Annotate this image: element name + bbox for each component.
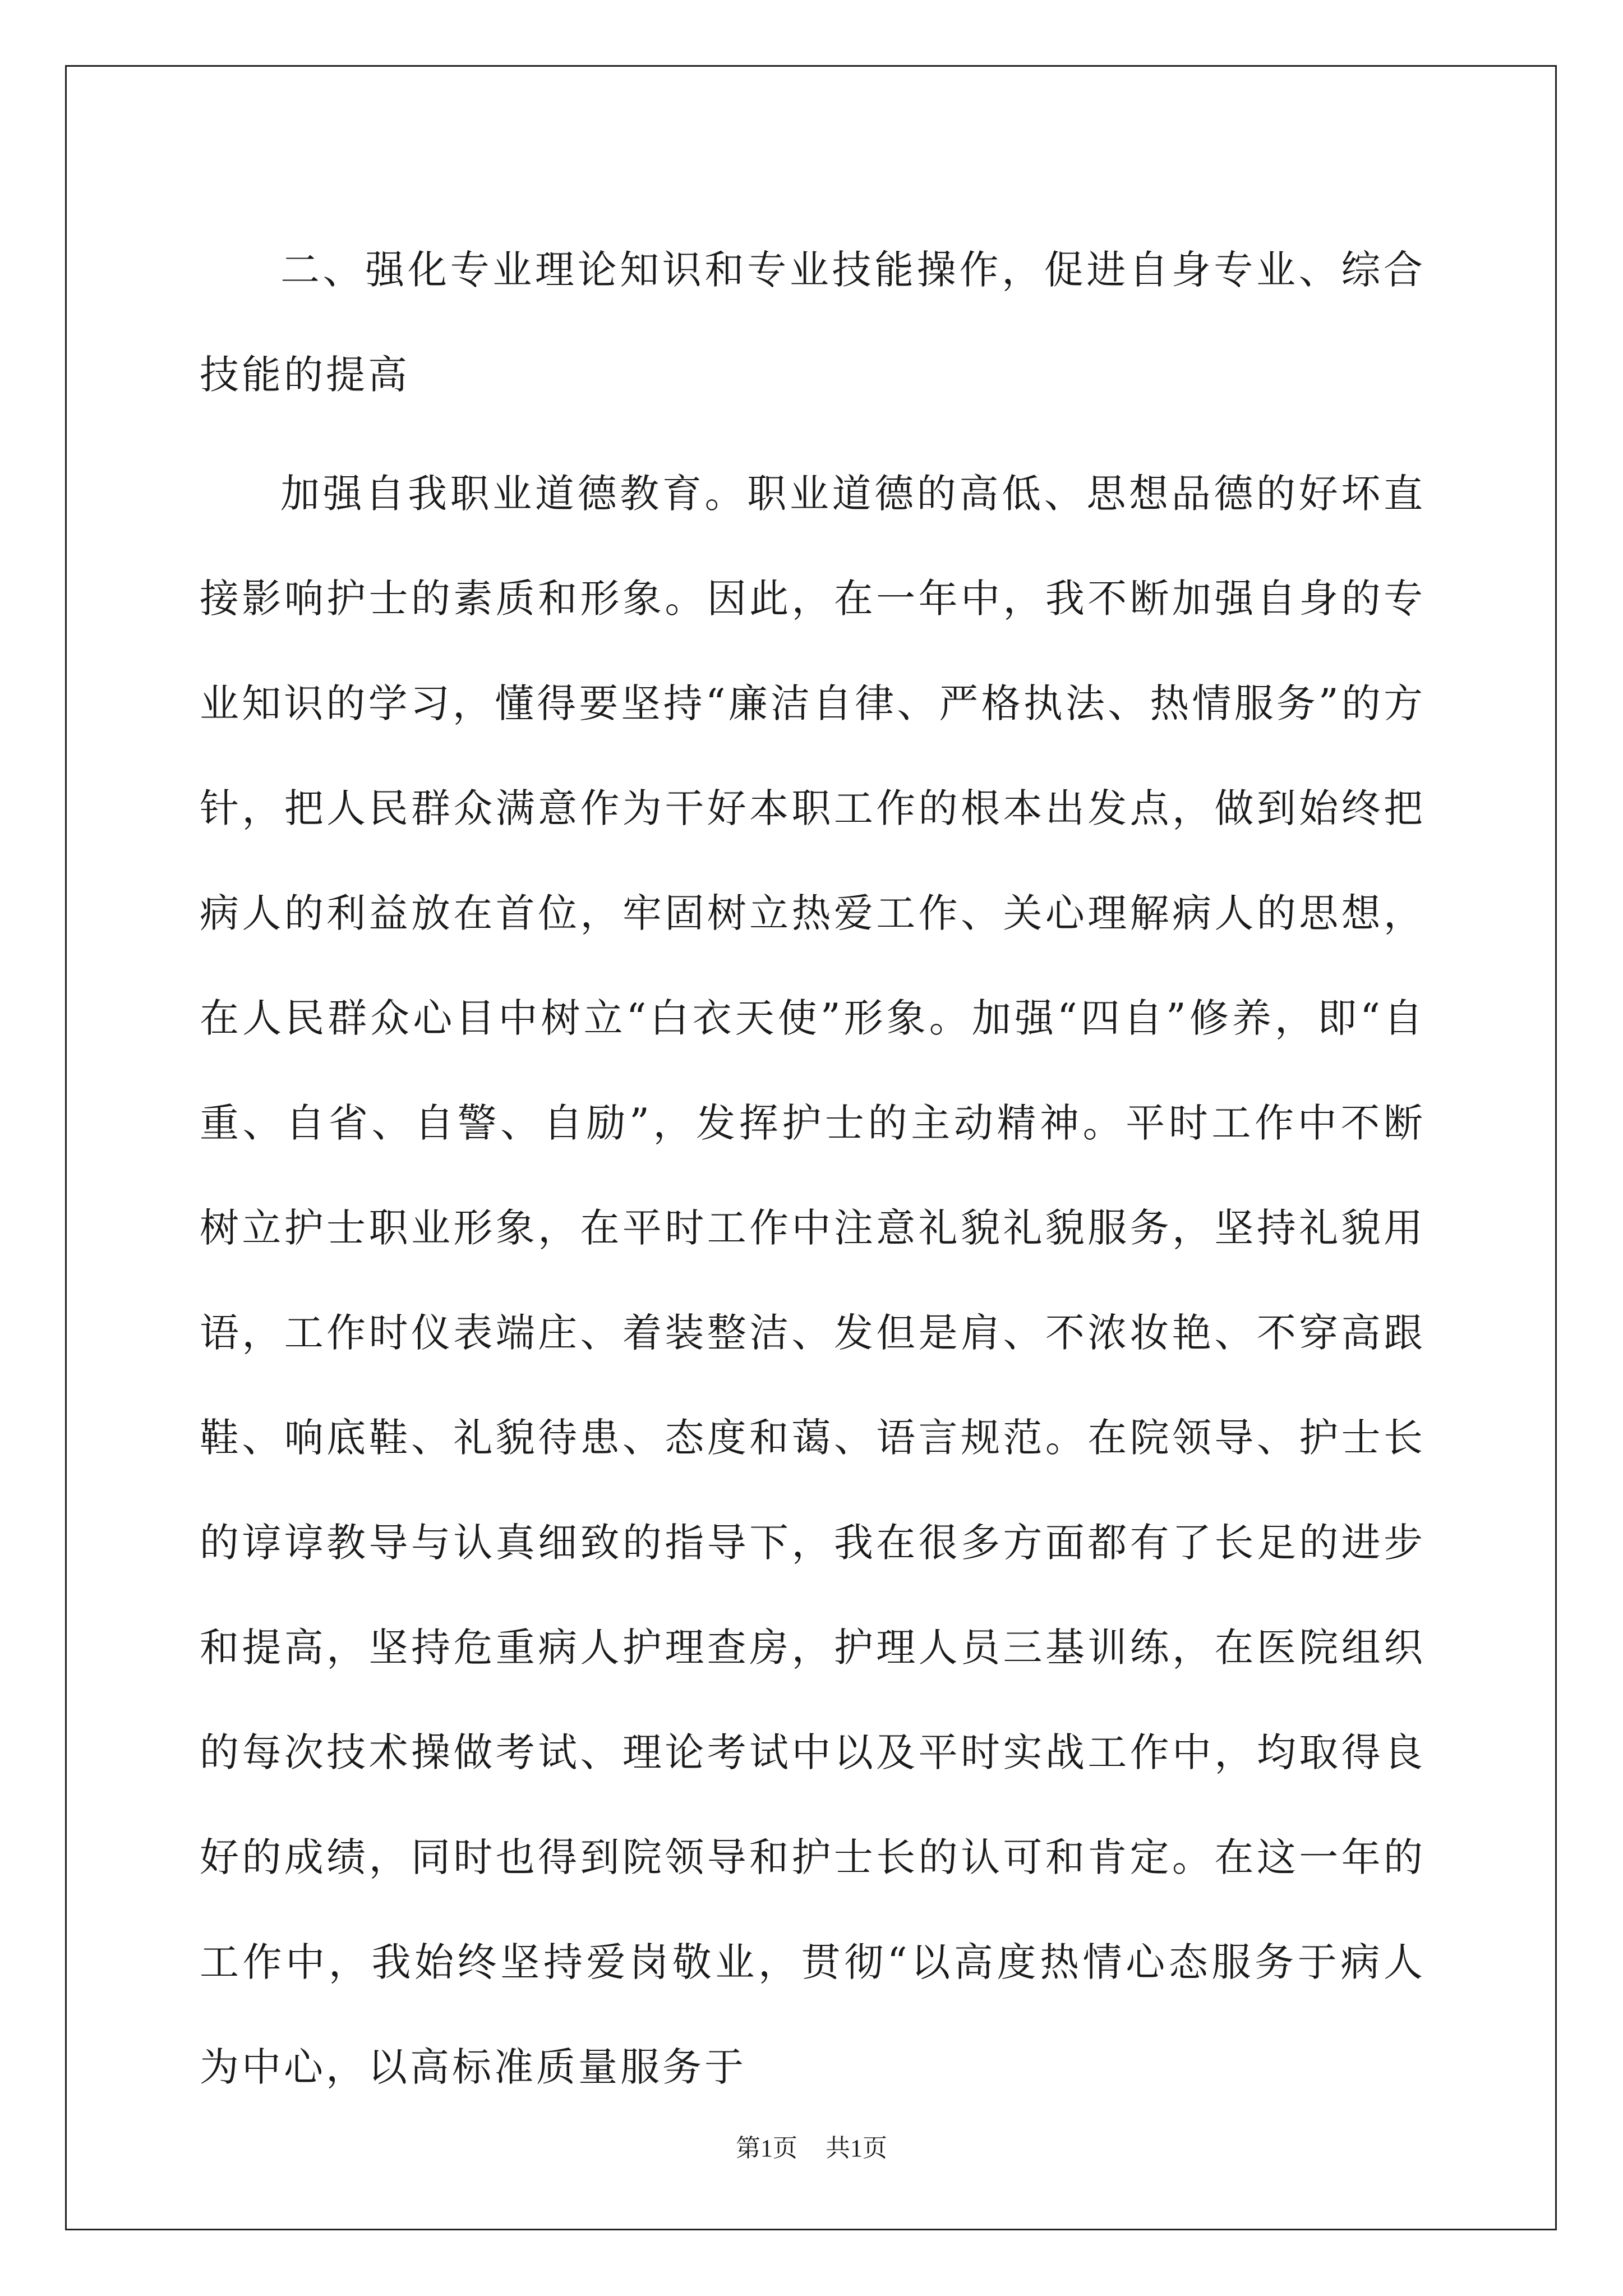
- page-number: 第1页: [736, 2134, 797, 2162]
- document-body: [200, 218, 1426, 2120]
- page-total: 共1页: [826, 2134, 887, 2162]
- section-heading: 二、强化专业理论知识和专业技能操作，促进自身专业、综合技能的提高: [200, 247, 1426, 398]
- page-footer: [0, 2132, 1623, 2165]
- body-paragraph: 加强自我职业道德教育。职业道德的高低、思想品德的好坏直接影响护士的素质和形象。因此，在一年中，我不断加强自身的专业知识的学习，懂得要坚持“廉洁自律、严格执法、热情服务”的方针，把人民群众满意作为干好本职工作的根本出发点，做到始终把病人的利益放在首位，牢固树立热爱工作、关心理解病人的思想，在人民群众心目中树立“白衣天使”形象。加强“四自”修养，即“自重、自省、自警、自励”，发挥护士的主动精神。平时工作中不断树立护士职业形象，在平时工作中注意礼貌礼貌服务，坚持礼貌用语，工作时仪表端庄、着装整洁、发但是肩、不浓妆艳、不穿高跟鞋、响底鞋、礼貌待患、态度和蔼、语言规范。在院领导、护士长的谆谆教导与认真细致的指导下，我在很多方面都有了长足的进步和提高，坚持危重病人护理查房，护理人员三基训练，在医院组织的每次技术操做考试、理论考试中以及平时实战工作中，均取得良好的成绩，同时也得到院领导和护士长的认可和肯定。在这一年的工作中，我始终坚持爱岗敬业，贯彻“以高度热情心态服务于病人为中心，以高标准质量服务于: [200, 471, 1426, 2090]
